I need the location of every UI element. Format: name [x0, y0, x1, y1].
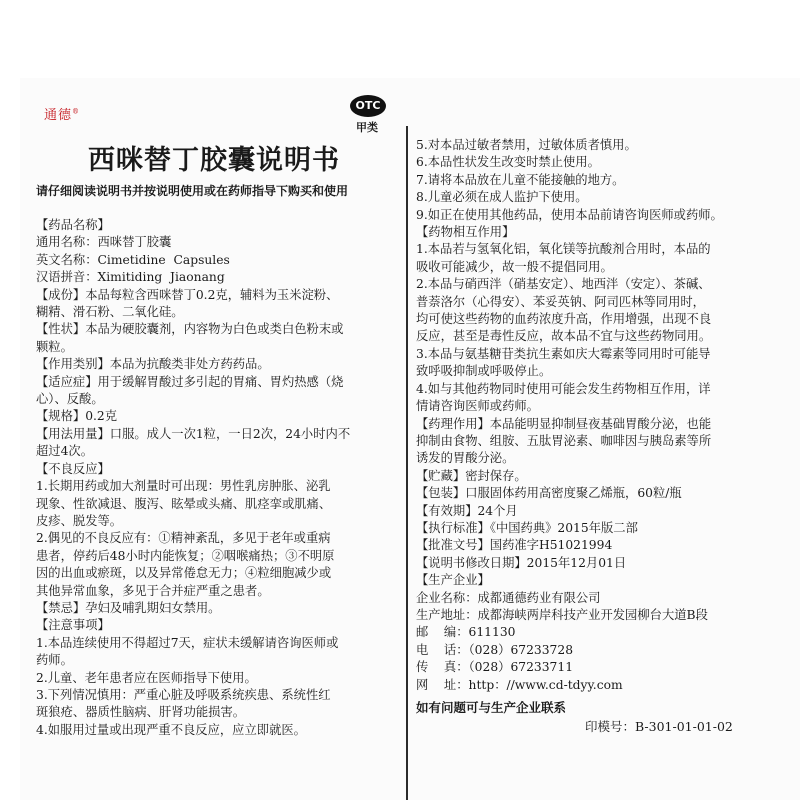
text-line: 4.如服用过量或出现严重不良反应，应立即就医。 [36, 722, 306, 737]
text-line: 【禁忌】孕妇及哺乳期妇女禁用。 [36, 600, 221, 615]
registered-mark: ® [72, 107, 81, 116]
text-line: 【性状】本品为硬胶囊剂，内容物为白色或类白色粉末或 [36, 322, 344, 337]
text-line: 【药物相互作用】 [416, 225, 515, 240]
text-line: 传 真：（028）67233711 [416, 660, 574, 675]
text-line: 【用法用量】口服。成人一次1粒，一日2次，24小时内不 [36, 426, 351, 441]
brand-name: 通德 [44, 108, 73, 123]
text-line: 因的出血或瘀斑，以及异常倦怠无力；④粒细胞减少或 [36, 566, 332, 581]
text-line: 皮疹、脱发等。 [36, 513, 123, 528]
text-line: 【执行标准】《中国药典》2015年版二部 [416, 520, 638, 535]
brand-logo [44, 104, 80, 123]
text-line: 【规格】0.2克 [36, 409, 118, 424]
text-line: 9.如正在使用其他药品，使用本品前请咨询医师或药师。 [416, 207, 723, 222]
text-line: 8.儿童必须在成人监护下使用。 [416, 190, 588, 205]
text-line: 患者，停药后48小时内能恢复；②咽喉痛热；③不明原 [36, 548, 335, 563]
text-line: 【说明书修改日期】2015年12月01日 [416, 555, 627, 570]
text-line: 颗粒。 [36, 339, 73, 354]
print-number: 印模号：B-301-01-01-02 [585, 719, 733, 734]
text-line: 斑狼疮、器质性脑病、肝肾功能损害。 [36, 705, 246, 720]
otc-class-label: 甲类 [356, 121, 378, 134]
text-line: 致呼吸抑制或呼吸停止。 [416, 364, 552, 379]
text-line: 心）、反酸。 [36, 392, 104, 407]
text-line: 1.本品若与氢氧化铝，氧化镁等抗酸剂合用时，本品的 [416, 242, 711, 257]
otc-badge: OTC [350, 95, 386, 117]
text-line: 其他异常血象，多见于合并症严重之患者。 [36, 583, 270, 598]
text-line: 药师。 [36, 653, 73, 668]
text-line: 通用名称：西咪替丁胶囊 [36, 235, 172, 250]
text-line: 3.本品与氨基糖苷类抗生素如庆大霉素等同用时可能导 [416, 346, 711, 361]
text-line: 生产地址：成都海峡两岸科技产业开发园柳台大道B段 [416, 607, 708, 622]
text-line: 4.如与其他药物同时使用可能会发生药物相互作用，详 [416, 381, 711, 396]
page-title: 西咪替丁胶囊说明书 [88, 145, 340, 176]
text-line: 抑制由食物、组胺、五肽胃泌素、咖啡因与胰岛素等所 [416, 433, 712, 448]
text-line: 6.本品性状发生改变时禁止使用。 [416, 155, 600, 170]
contact-note: 如有问题可与生产企业联系 [416, 700, 567, 715]
text-line: 【批准文号】国药准字H51021994 [416, 538, 613, 553]
text-line: 英文名称：Cimetidine Capsules [36, 252, 230, 267]
text-line: 电 话：（028）67233728 [416, 642, 574, 657]
text-line: 邮 编：611130 [416, 625, 516, 640]
text-line: 7.请将本品放在儿童不能接触的地方。 [416, 172, 625, 187]
text-line: 企业名称：成都通德药业有限公司 [416, 590, 601, 605]
text-line: 2.本品与硝西泮（硝基安定）、地西泮（安定）、茶碱、 [416, 277, 711, 292]
text-line: 【不良反应】 [36, 461, 110, 476]
text-line: 1.本品连续使用不得超过7天，症状未缓解请咨询医师或 [36, 635, 339, 650]
text-line: 【适应症】用于缓解胃酸过多引起的胃痛、胃灼热感（烧 [36, 374, 344, 389]
text-line: 网 址：http：//www.cd-tdyy.com [416, 677, 623, 692]
text-line: 反应，甚至是毒性反应，故本品不宜与这些药物同用。 [416, 329, 712, 344]
column-divider [406, 126, 408, 800]
text-line: 吸收可能减少，故一般不提倡同用。 [416, 259, 613, 274]
text-line: 【有效期】24个月 [416, 503, 518, 518]
left-column [36, 217, 398, 739]
text-line: 5.对本品过敏者禁用，过敏体质者慎用。 [416, 138, 637, 152]
text-line: 超过4次。 [36, 444, 94, 459]
page-subtitle: 请仔细阅读说明书并按说明使用或在药师指导下购买和使用 [36, 184, 349, 198]
text-line: 普萘洛尔（心得安）、苯妥英钠、阿司匹林等同用时， [416, 294, 705, 309]
text-line: 糊精、滑石粉、二氧化硅。 [36, 305, 184, 320]
text-line: 现象、性欲减退、腹泻、眩晕或头痛、肌痉挛或肌痛、 [36, 496, 332, 511]
text-line: 情请咨询医师或药师。 [416, 399, 539, 414]
text-line: 【药品名称】 [36, 218, 110, 232]
text-line: 均可使这些药物的血药浓度升高，作用增强，出现不良 [416, 312, 712, 327]
text-line: 2.偶见的不良反应有：①精神紊乱，多见于老年或重病 [36, 531, 331, 546]
text-line: 【生产企业】 [416, 573, 490, 588]
right-column [416, 137, 792, 716]
text-line: 【包装】口服固体药用高密度聚乙烯瓶，60粒/瓶 [416, 486, 682, 501]
text-line: 【贮藏】密封保存。 [416, 468, 527, 483]
text-line: 诱发的胃酸分泌。 [416, 451, 515, 466]
text-line: 【成份】本品每粒含西咪替丁0.2克，辅料为玉米淀粉、 [36, 287, 339, 302]
text-line: 【作用类别】本品为抗酸类非处方药药品。 [36, 357, 270, 372]
text-line: 3.下列情况慎用：严重心脏及呼吸系统疾患、系统性红 [36, 687, 331, 702]
text-line: 【药理作用】本品能明显抑制昼夜基础胃酸分泌，也能 [416, 416, 712, 431]
text-line: 汉语拼音：Ximitiding Jiaonang [36, 270, 225, 285]
text-line: 1.长期用药或加大剂量时可出现：男性乳房肿胀、泌乳 [36, 479, 331, 494]
text-line: 【注意事项】 [36, 618, 110, 633]
text-line: 2.儿童、老年患者应在医师指导下使用。 [36, 670, 257, 685]
